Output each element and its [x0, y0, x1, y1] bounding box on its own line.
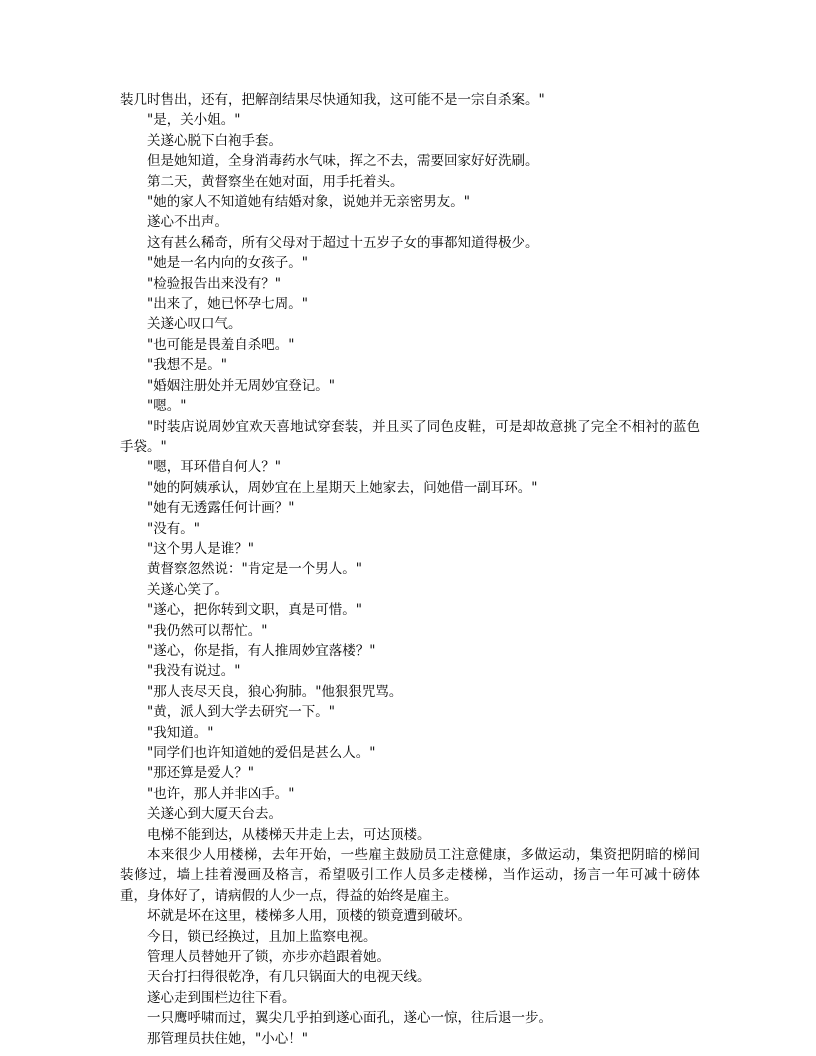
paragraph: 管理人员替她开了锁，亦步亦趋跟着她。 [147, 949, 390, 966]
paragraph: 关遂心笑了。 [147, 581, 228, 598]
paragraph: "她的家人不知道她有结婚对象，说她并无亲密男友。" [147, 194, 470, 211]
paragraph: "这个男人是谁？" [147, 540, 254, 557]
paragraph: "遂心，你是指，有人推周妙宜落楼？" [147, 642, 376, 659]
paragraph: "同学们也许知道她的爱侣是甚么人。" [147, 745, 376, 761]
paragraph: "遂心，把你转到文职，真是可惜。" [147, 602, 362, 619]
paragraph: 这有甚么稀奇，所有父母对于超过十五岁子女的事都知道得极少。 [147, 234, 539, 251]
document-page [120, 90, 700, 1049]
paragraph: "我想不是。" [147, 357, 227, 374]
paragraph: "时装店说周妙宜欢天喜地试穿套装，并且买了同色皮鞋，可是却故意挑了完全不相衬的蓝色手袋。" [120, 418, 700, 455]
paragraph: "婚姻注册处并无周妙宜登记。" [147, 377, 335, 394]
paragraph: "那人丧尽天良，狼心狗肺。"他狠狠咒骂。 [147, 683, 403, 700]
paragraph: 关遂心到大厦天台去。 [147, 806, 282, 823]
paragraph: 关遂心脱下白袍手套。 [147, 132, 282, 149]
paragraph: 今日，锁已经换过，且加上监察电视。 [147, 928, 377, 945]
paragraph: "出来了，她已怀孕七周。" [147, 296, 308, 313]
paragraph: 遂心走到围栏边往下看。 [147, 989, 296, 1006]
paragraph: 一只鹰呼啸而过，翼尖几乎拍到遂心面孔，遂心一惊，往后退一步。 [147, 1010, 552, 1027]
paragraph: "那还算是爱人？" [147, 765, 254, 782]
paragraph: "是，关小姐。" [147, 112, 241, 129]
paragraph: "她的阿姨承认，周妙宜在上星期天上她家去，问她借一副耳环。" [147, 479, 538, 496]
paragraph: "也可能是畏羞自杀吧。" [147, 336, 295, 353]
paragraph: 关遂心叹口气。 [147, 316, 242, 333]
paragraph: "也许，那人并非凶手。" [147, 785, 295, 802]
paragraph: "我知道。" [147, 724, 214, 741]
paragraph: "她有无透露任何计画？" [147, 500, 295, 517]
paragraph: 电梯不能到达，从楼梯天井走上去，可达顶楼。 [147, 826, 431, 843]
paragraph: 坏就是坏在这里，楼梯多人用，顶楼的锁竟遭到破坏。 [147, 908, 471, 925]
paragraph: 黄督察忽然说："肯定是一个男人。" [147, 561, 362, 578]
paragraph: 装几时售出，还有，把解剖结果尽快通知我，这可能不是一宗自杀案。" [120, 92, 545, 108]
paragraph: "嗯，耳环借自何人？" [147, 459, 281, 476]
paragraph: 那管理员扶住她，"小心！" [147, 1030, 308, 1047]
paragraph: "嗯。" [147, 398, 187, 415]
paragraph: "她是一名内向的女孩子。" [147, 255, 308, 272]
paragraph: 本来很少人用楼梯，去年开始，一些雇主鼓励员工注意健康，多做运动，集资把阴暗的梯间装修过，墙上挂着漫画及格言，希望吸引工作人员多走楼梯，当作运动，扬言一年可减十磅体重，身体好了，请病假的人少一点，得益的始终是雇主。 [120, 847, 700, 904]
paragraph: 遂心不出声。 [147, 214, 228, 231]
paragraph: "检验报告出来没有？" [147, 275, 281, 292]
paragraph: 第二天，黄督察坐在她对面，用手托着头。 [147, 173, 404, 190]
paragraph: "黄，派人到大学去研究一下。" [147, 704, 335, 721]
paragraph: "我仍然可以帮忙。" [147, 622, 268, 639]
paragraph: 但是她知道，全身消毒药水气味，挥之不去，需要回家好好洗刷。 [147, 153, 539, 170]
paragraph: "没有。" [147, 520, 200, 537]
paragraph: "我没有说过。" [147, 663, 241, 680]
paragraph: 天台打扫得很乾净，有几只锅面大的电视天线。 [147, 969, 431, 986]
